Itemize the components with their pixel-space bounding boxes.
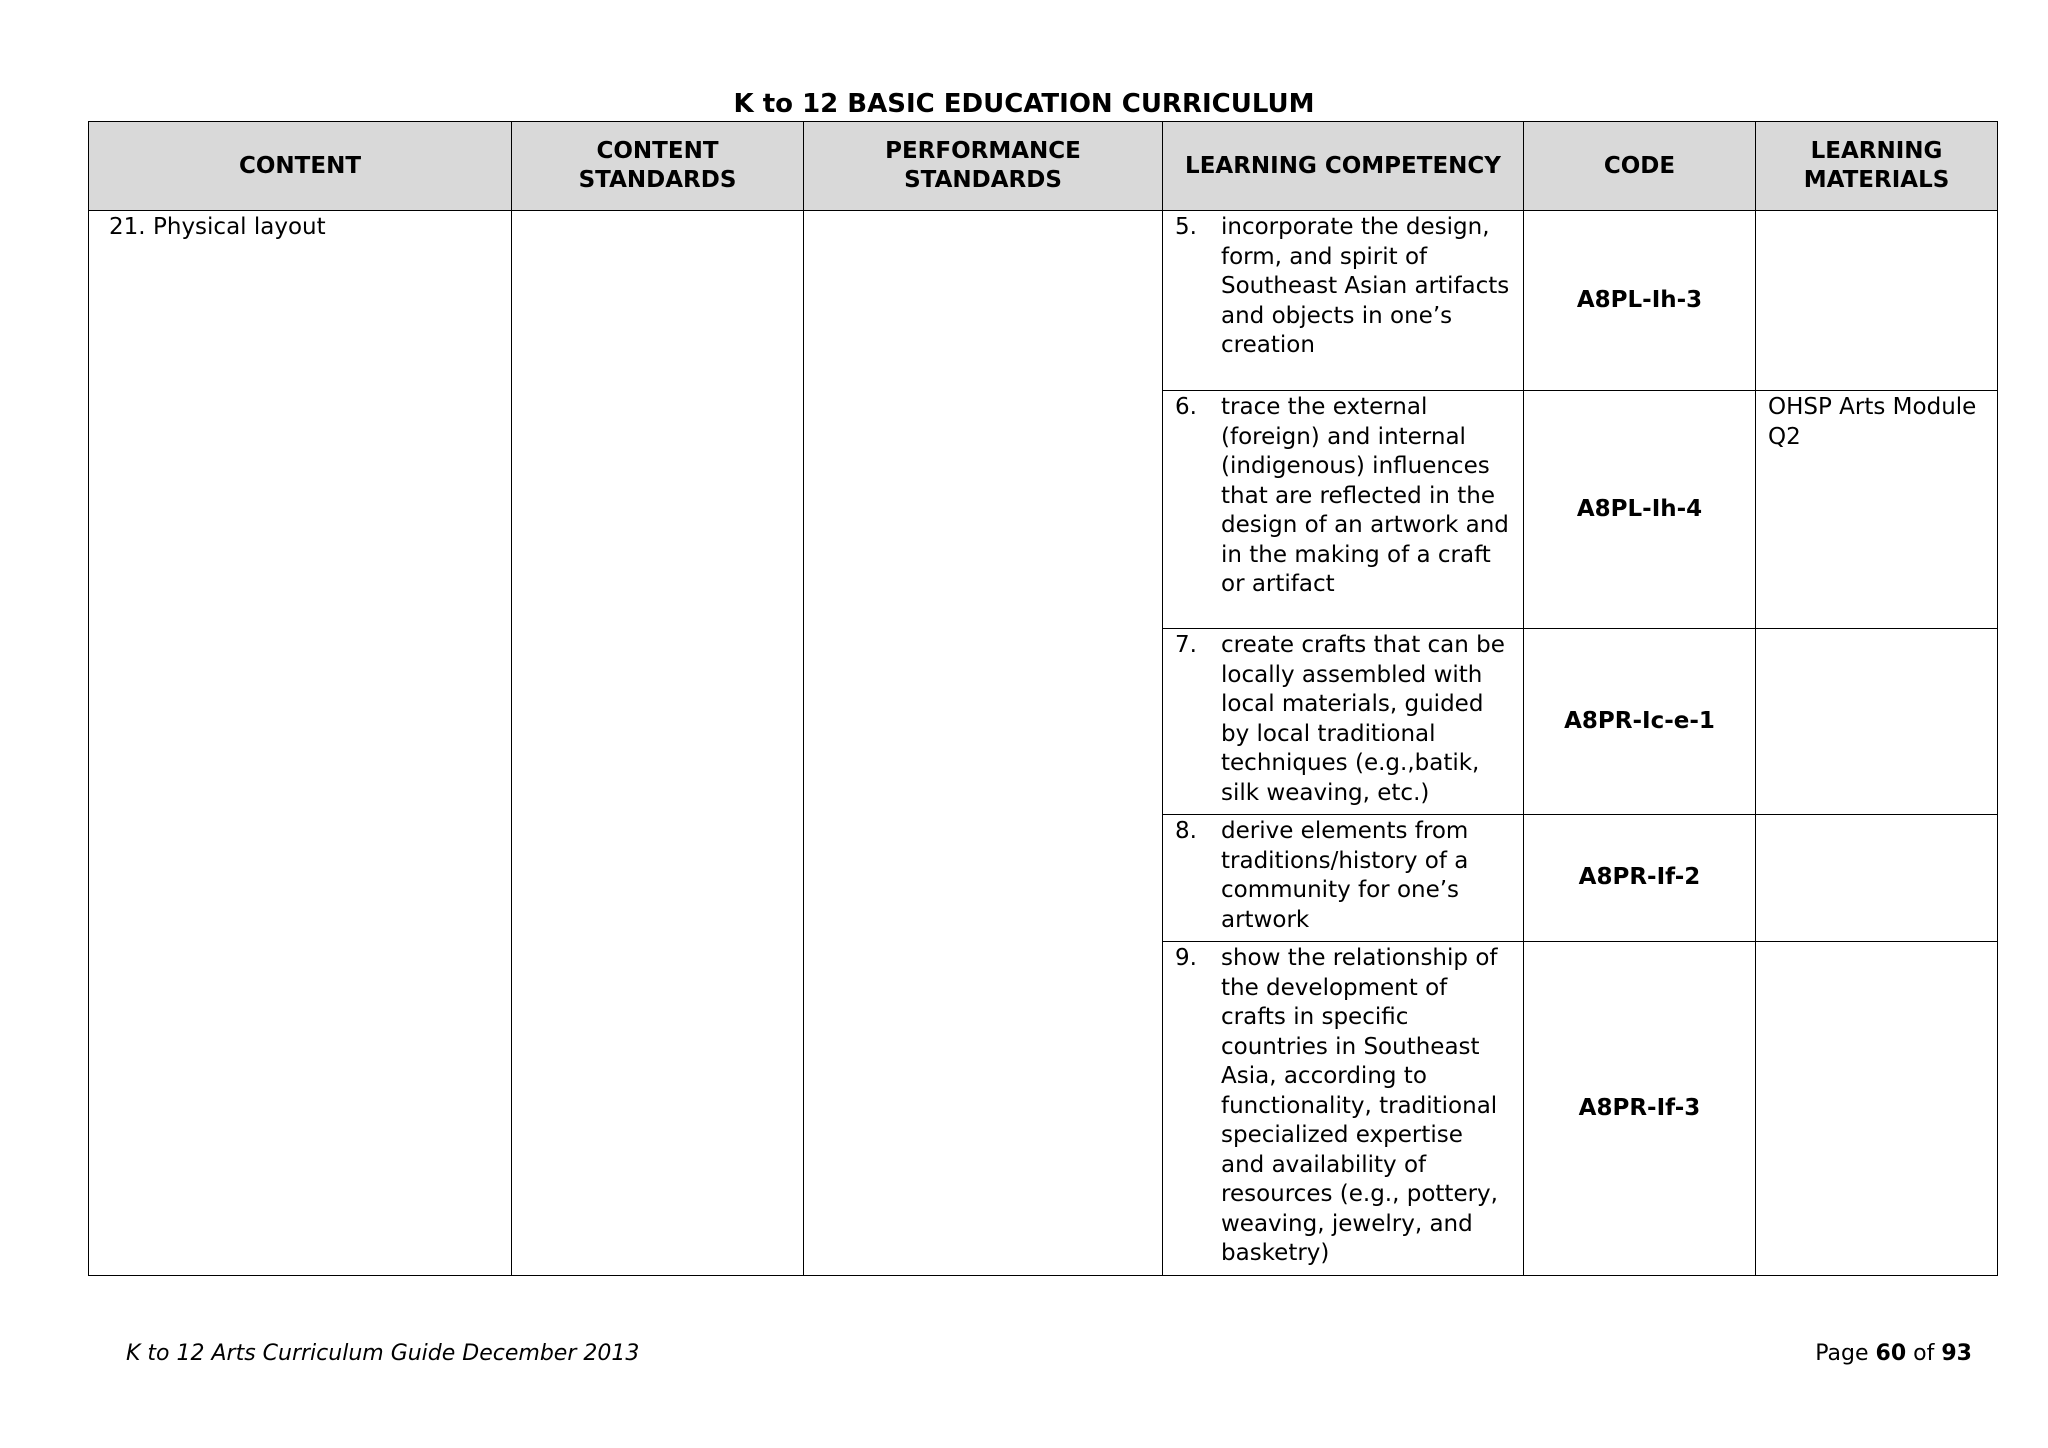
header-content-standards-line1: CONTENT — [596, 138, 719, 164]
materials-cell — [1756, 942, 1998, 1276]
content-standards-cell — [512, 211, 804, 1276]
content-text: Physical layout — [153, 214, 326, 240]
header-row — [89, 122, 1998, 211]
header-learning-materials-line2: MATERIALS — [1803, 167, 1950, 193]
competency-cell — [1163, 942, 1524, 1276]
footer-guide-title: K to 12 Arts Curriculum Guide December 2013 — [126, 1341, 640, 1366]
header-learning-competency-label: LEARNING COMPETENCY — [1185, 152, 1501, 179]
content-cell — [89, 211, 512, 1276]
materials-cell — [1756, 815, 1998, 942]
competency-text: incorporate the design, form, and spirit of Southeast Asian artifacts and objects in one’s creation — [1221, 214, 1510, 358]
competency-cell — [1163, 629, 1524, 815]
document-title: K to 12 BASIC EDUCATION CURRICULUM — [733, 89, 1315, 119]
performance-standards-cell — [804, 211, 1163, 1276]
header-content-label: CONTENT — [238, 152, 362, 179]
page-prefix: Page — [1815, 1341, 1869, 1366]
header-learning-materials — [1756, 122, 1998, 211]
footer-page-number — [1815, 1340, 1972, 1368]
code-cell: A8PR-If-3 — [1524, 942, 1756, 1276]
materials-cell — [1756, 211, 1998, 391]
header-code — [1524, 122, 1756, 211]
competency-text: derive elements from traditions/history of a community for one’s artwork — [1221, 818, 1469, 933]
header-content — [89, 122, 512, 211]
code-cell: A8PL-Ih-3 — [1524, 211, 1756, 391]
page-of: of — [1913, 1341, 1935, 1366]
competency-cell — [1163, 211, 1524, 391]
code-cell: A8PL-Ih-4 — [1524, 391, 1756, 629]
header-performance-standards-line1: PERFORMANCE — [885, 138, 1081, 164]
header-performance-standards — [804, 122, 1163, 211]
competency-number: 9. — [1175, 945, 1197, 971]
header-content-standards-line2: STANDARDS — [578, 167, 737, 193]
page-total: 93 — [1941, 1341, 1972, 1366]
competency-text: trace the external (foreign) and internal (indigenous) influences that are reflected in the design of an artwork and in the making of a craft or artifact — [1221, 394, 1509, 597]
materials-cell — [1756, 629, 1998, 815]
competency-text: create crafts that can be locally assembled with local materials, guided by local traditional techniques (e.g.,batik, silk weaving, etc.) — [1221, 632, 1505, 806]
page-current: 60 — [1875, 1341, 1907, 1366]
code-cell: A8PR-Ic-e-1 — [1524, 629, 1756, 815]
competency-number: 8. — [1175, 818, 1197, 844]
competency-number: 7. — [1175, 632, 1197, 658]
competency-cell — [1163, 391, 1524, 629]
header-performance-standards-line2: STANDARDS — [904, 167, 1062, 193]
competency-cell — [1163, 815, 1524, 942]
content-number: 21. — [109, 214, 146, 240]
competency-text: show the relationship of the development of crafts in specific countries in Southeast Asia, according to functionality, traditional specialized expertise and availability of resources (e.g., pottery, weaving, jewelry, and basketry) — [1221, 945, 1498, 1266]
competency-number: 5. — [1175, 214, 1197, 240]
header-learning-materials-line1: LEARNING — [1810, 138, 1943, 164]
code-cell: A8PR-If-2 — [1524, 815, 1756, 942]
table-row — [89, 211, 1998, 391]
header-learning-competency — [1163, 122, 1524, 211]
competency-number: 6. — [1175, 394, 1197, 420]
materials-cell: OHSP Arts Module Q2 — [1756, 391, 1998, 629]
curriculum-table — [88, 121, 1998, 1276]
header-content-standards — [512, 122, 804, 211]
header-code-label: CODE — [1603, 152, 1676, 179]
